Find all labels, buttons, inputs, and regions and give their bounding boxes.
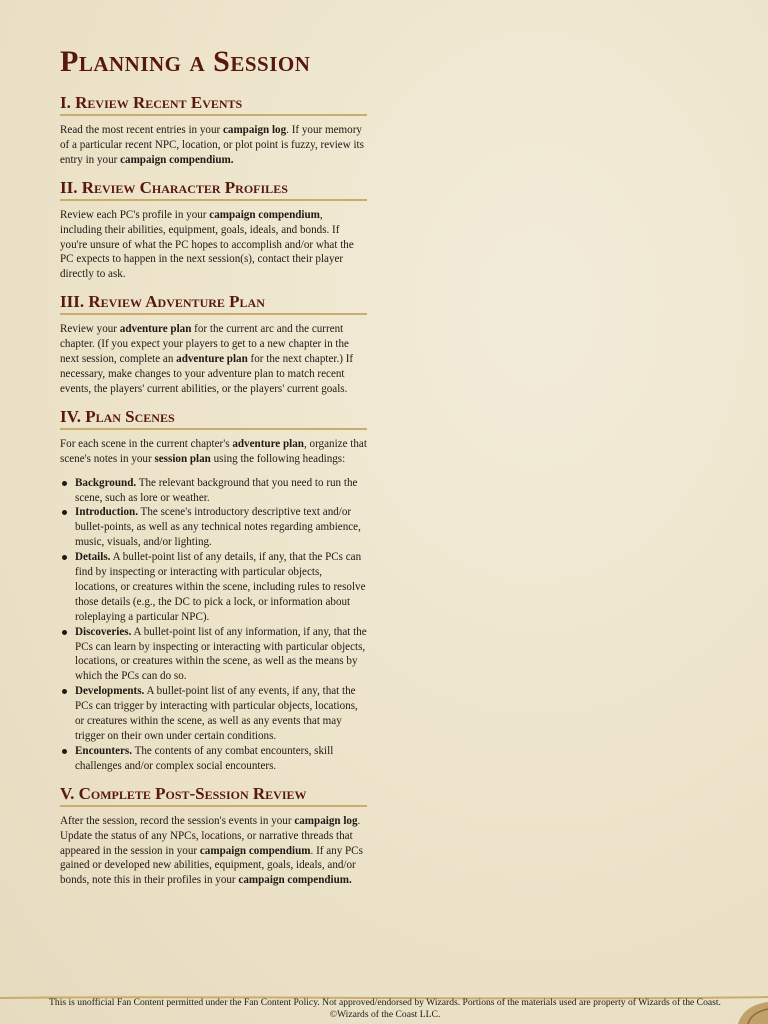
section-heading: II. Review Character Profiles (60, 177, 367, 201)
list-item (60, 505, 367, 550)
text-run: The contents of any combat encounters, skill challenges and/or complex social encounters. (75, 744, 334, 772)
bold-term: campaign log (222, 124, 287, 136)
text-run: After the session, record the session's events in your (60, 814, 295, 827)
bold-term: Introduction. (75, 506, 138, 519)
text-run: Review your (60, 323, 120, 336)
bullet-icon (62, 510, 67, 515)
bullet-icon (62, 481, 67, 486)
bold-term: adventure plan (232, 437, 304, 450)
text-run: , organize that scene's notes in your (60, 437, 367, 465)
list-item (60, 476, 367, 506)
list-item (60, 744, 367, 774)
text-run: The scene's introductory descriptive text and/or bullet-points, as well as any technical notes regarding ambience, music, visuals, and/or lighting. (75, 506, 361, 549)
text-run: Read the most recent entries in your (60, 124, 223, 136)
bold-term: campaign compendium. (120, 153, 234, 166)
text-run: using the following headings: (210, 452, 346, 465)
section-heading: IV. Plan Scenes (60, 406, 367, 430)
bold-term: campaign compendium. (238, 874, 352, 887)
text-run: , including their abilities, equipment, goals, ideals, and bonds. If you're unsure of what the PC hopes to accomplish and/or what the PC expects to happen in the next session(s), contact their player directly to ask. (60, 208, 354, 281)
section-5 (60, 783, 367, 889)
bold-term: Details. (75, 551, 111, 564)
text-run: . Update the status of any NPCs, locations, or narrative threads that appeared in the session in your (60, 814, 361, 857)
text-run: The relevant background that you need to run the scene, such as lore or weather. (75, 476, 358, 504)
section-1 (60, 92, 367, 168)
list-item (60, 625, 367, 685)
page-title: Planning a Session (60, 45, 311, 78)
bold-term: Encounters. (75, 744, 133, 757)
section-3 (60, 291, 367, 397)
section-heading: V. Complete Post-Session Review (60, 783, 367, 807)
footer-legal-text: This is unofficial Fan Content permitted under the Fan Content Policy. Not approved/endorsed by Wizards. Portions of the materials used are property of Wizards of the Coast. ©Wizards of the Coast LLC. (49, 997, 721, 1020)
bullet-icon (62, 630, 67, 635)
bullet-icon (62, 555, 67, 560)
bold-term: adventure plan (176, 353, 248, 366)
content-column (60, 92, 367, 897)
text-run: for the next chapter.) If necessary, make changes to your adventure plan to match recent events, the players' current abilities, or the players' current goals. (60, 353, 354, 395)
section-2 (60, 177, 367, 283)
text-run: Review each PC's profile in your (60, 208, 210, 221)
section-heading: III. Review Adventure Plan (60, 291, 367, 315)
bold-term: Discoveries. (75, 625, 132, 638)
text-run: For each scene in the current chapter's (60, 437, 233, 450)
bold-term: campaign compendium (209, 208, 320, 221)
section-paragraph (60, 123, 367, 168)
bullet-icon (62, 689, 67, 694)
list-item (60, 550, 367, 625)
section-4 (60, 406, 367, 774)
section-heading: I. Review Recent Events (60, 92, 367, 116)
bullet-icon (62, 749, 67, 754)
corner-swirl-icon (728, 1000, 768, 1024)
section-paragraph (60, 437, 367, 467)
bold-term: Background. (75, 476, 137, 489)
bold-term: campaign compendium (199, 844, 311, 857)
bold-term: Developments. (75, 685, 145, 698)
text-run: A bullet-point list of any details, if any, that the PCs can find by inspecting or interacting with particular objects, locations, or creatures within the scene, including rules to resolve those details (e.g., the DC to pick a lock, or information about roleplaying a particular NPC). (75, 551, 366, 623)
section-paragraph (60, 208, 367, 283)
scene-headings-list (60, 476, 367, 774)
list-item (60, 684, 367, 744)
text-run: A bullet-point list of any events, if any, that the PCs can trigger by interacting with particular objects, locations, or creatures within the scene, as well as any events that may trigger on their own under certain conditions. (75, 685, 358, 742)
text-run: . If any PCs gained or developed new abilities, equipment, goals, ideals, and/or bonds, note this in their profiles in your (60, 844, 363, 887)
text-run: . If your memory of a particular recent NPC, location, or plot point is fuzzy, review its entry in your (60, 124, 364, 166)
text-run: for the current arc and the current chapter. (If you expect your players to get to a new chapter in the next session, complete an (60, 323, 349, 366)
section-paragraph (60, 814, 367, 889)
bold-term: session plan (154, 452, 211, 465)
text-run: A bullet-point list of any information, if any, that the PCs can learn by inspecting or interacting with particular objects, locations, or creatures within the scene, as well as the means by which the PCs can do so. (75, 625, 367, 683)
section-paragraph (60, 322, 367, 397)
bold-term: adventure plan (119, 323, 192, 336)
bold-term: campaign log (294, 814, 358, 827)
